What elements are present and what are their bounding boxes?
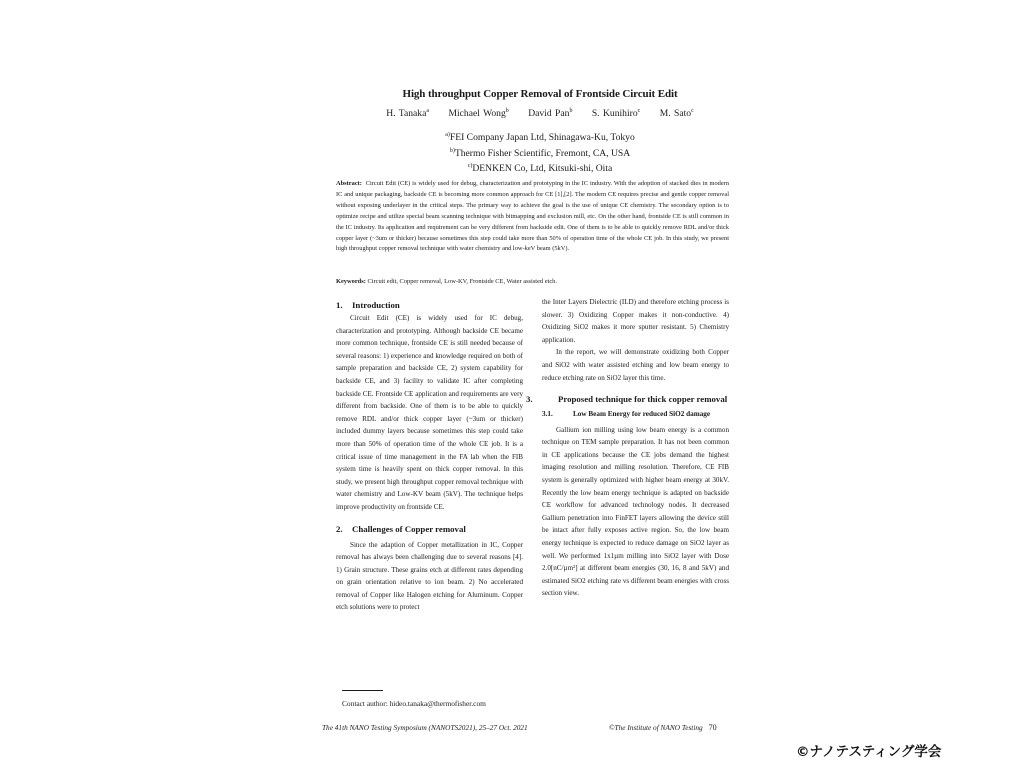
abstract-label: Abstract: (336, 180, 362, 187)
section-heading-copper-challenges: 2. Challenges of Copper removal (336, 523, 466, 534)
keywords-label: Keywords: (336, 278, 366, 285)
footnote-rule (342, 690, 383, 691)
paragraph: In the report, we will demonstrate oxidizing both Copper and SiO2 with water assisted etching and low beam energy to reduce etching rate on SiO2 layer this time. (542, 348, 729, 382)
slide-brand: ©ナノテスティング学会 (796, 744, 942, 760)
keywords (336, 277, 729, 287)
subsection-heading-low-beam-energy: 3.1. Low Beam Energy for reduced SiO2 damage (542, 410, 711, 419)
affiliation: $^{c)}$DENKEN Co, Ltd, Kitsuki-shi, Oita (467, 163, 613, 175)
affiliation: $^{a)}$FEI Company Japan Ltd, Shinagawa-Ku, Tokyo (445, 132, 635, 144)
symposium-footer: The 41th NANO Testing Symposium (NANOTS2021), 25–27 Oct. 2021 (322, 723, 528, 732)
paper-title: High throughput Copper Removal of Frontside Circuit Edit (402, 88, 678, 100)
right-column (526, 296, 729, 600)
section-heading-proposed-technique: 3. Proposed technique for thick copper removal (526, 394, 728, 405)
author: H. Tanaka$^a$ (386, 108, 430, 120)
paragraph: Since the adaption of Copper metallization in IC, Copper removal has always been challenging due to several reasons [4]. 1) Grain structure. These grains etch at different rates depending on grain orientation relative to ion beam. 2) No accelerated removal of Copper like Halogen etching for Aluminum. Copper etch solutions were to protect (336, 540, 523, 612)
author: Michael Wong$^b$ (448, 108, 509, 120)
affiliation: $^{b)}$Thermo Fisher Scientific, Fremont, CA, USA (449, 147, 631, 159)
abstract-text: Circuit Edit (CE) is widely used for debug, characterization and prototyping in the IC industry. With the adoption of stacked dies in modern IC and unique packaging, backside CE is becoming more common approach for CE [1],[2]. The modern CE requires precise and gentle copper removal without exposing underlayer in the critical steps. The primary way to achieve the goal is the use of unique CE chemistry. The secondary option is to optimize recipe and utilize special beam scanning technique with bitmapping and exclusion mill, etc. On the other hand, frontside CE is still common in the IC industry. Its application and requirement can be very different from backside edit. One of them is to be able to quickly remove RDL and/or thick copper layer (~3um or thicker) because sometimes this step could take more than 50% of operation time of the whole CE job. In this study, we present high throughput copper removal technique with water chemistry and low-keV beam (5kV). (336, 180, 729, 253)
affiliation-list (330, 129, 750, 176)
copyright-text: ©The Institute of NANO Testing (609, 723, 703, 732)
author-list (330, 108, 750, 119)
left-column (336, 296, 523, 614)
contact-footnote: Contact author: hideo.tanaka@thermofisher.com (342, 699, 486, 708)
author: M. Sato$^c$ (659, 108, 694, 120)
author: David Pan$^b$ (528, 108, 573, 120)
page-number: 70 (708, 723, 717, 732)
paragraph: Gallium ion milling using low beam energy is a common technique on TEM sample preparation. It has not been common in CE applications because the CE jobs demand the highest imaging resolution and milling resolution. Therefore, CE FIB system is generally optimized with higher beam energy at 30kV. Recently the low beam energy technique is adapted on backside CE workflow for advanced technology nodes. It decreased Gallium penetration into FinFET layers allowing the device still be intact after fully exposes active region. So, the low beam energy technique is expected to reduce damage on SiO2 layer as well. We performed 1x1µm milling into SiO2 layer with Dose 2.0[nC/µm²] at different beam energies (30, 16, 8 and 5kV) and estimated SiO2 etching rate vs different beam energies with cross section view. (542, 425, 729, 598)
paragraph: Circuit Edit (CE) is widely used for IC debug, characterization and prototyping. Although backside CE became more common technique, frontside CE is still needed because of several reasons: 1) experience and knowledge required on both of sample preparation and backside CE, 2) system capability for backside CE, and 3) facility to validate IC after completing backside CE. Frontside CE application and requirements are very different from backside. One of them is to be able to quickly remove RDL and/or thick copper layer (~3um or thicker) included dummy layers because sometimes this step could take more than 50% of operation time of the whole CE job. It is a critical issue of time management in the FA lab when the FIB system time is heavily spent on thick copper removal. In this study, we present high throughput copper removal technique with water chemistry and Low-KV beam (5kV). The technique helps improve productivity on frontside CE. (336, 314, 523, 511)
copyright-footer (609, 723, 717, 732)
keywords-text: Circuit edit, Copper removal, Low-KV, Frontside CE, Water assisted etch. (367, 278, 557, 285)
abstract (336, 179, 729, 255)
paragraph: the Inter Layers Dielectric (ILD) and therefore etching process is slower. 3) Oxidizing Copper makes it non-conductive. 4) Oxidizing SiO2 makes it more sputter resistant. 5) Chemistry application. (542, 298, 729, 344)
section-heading-introduction: 1. Introduction (336, 300, 400, 310)
author: S. Kunihiro$^c$ (591, 108, 641, 120)
